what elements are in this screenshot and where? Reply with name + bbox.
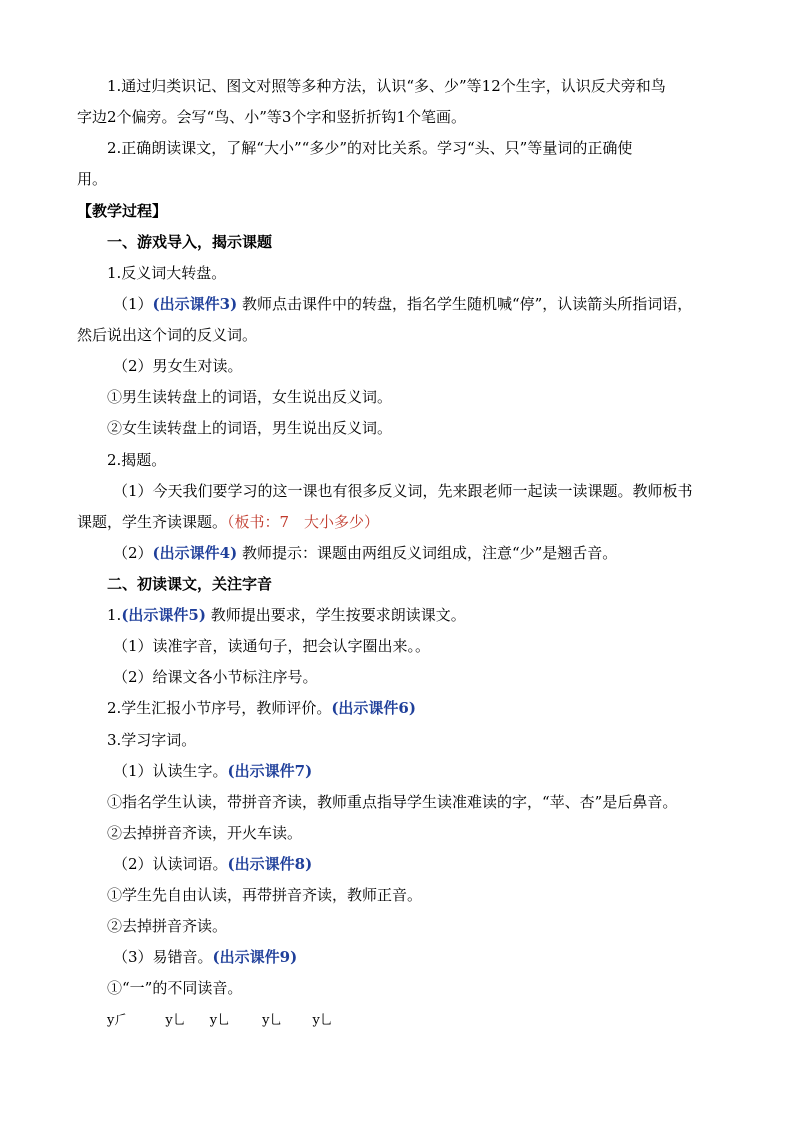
process-heading: 【教学过程】 bbox=[77, 202, 168, 220]
s2-step-3b-text: （2）认读词语。 bbox=[113, 855, 228, 873]
s2-step-3b bbox=[113, 854, 312, 874]
s2-step-1-num: 1. bbox=[107, 606, 122, 624]
courseware-tag: (出示课件4) bbox=[152, 544, 238, 562]
s2-step-1b: （2）给课文各小节标注序号。 bbox=[113, 668, 318, 686]
s1-step-2b-num: （2） bbox=[113, 544, 153, 562]
s1-step-1b-2: ②女生读转盘上的词语，男生说出反义词。 bbox=[107, 419, 393, 437]
courseware-tag: (出示课件7) bbox=[227, 762, 313, 780]
objective-2-line-1: 2.正确朗读课文，了解“大小”“多少”的对比关系。学习“头、只”等量词的正确使 bbox=[107, 139, 633, 157]
objective-2-line-2: 用。 bbox=[77, 170, 108, 188]
section-2-title: 二、初读课文，关注字音 bbox=[107, 575, 273, 593]
s2-step-3c bbox=[113, 947, 297, 967]
pinyin-item: y⺁ bbox=[107, 1013, 128, 1028]
s2-step-2 bbox=[107, 698, 416, 718]
s2-step-1a: （1）读准字音，读通句子，把会认字圈出来。。 bbox=[113, 637, 431, 655]
s1-step-2b bbox=[113, 543, 617, 563]
pinyin-item: y⺃ bbox=[209, 1013, 231, 1028]
s2-step-3c-text: （3）易错音。 bbox=[113, 948, 213, 966]
section-1-title: 一、游戏导入，揭示课题 bbox=[107, 233, 273, 251]
s1-step-2a-line-2 bbox=[77, 512, 379, 532]
s1-step-1b: （2）男女生对读。 bbox=[113, 357, 243, 375]
s2-step-3a-2: ②去掉拼音齐读，开火车读。 bbox=[107, 824, 303, 842]
pinyin-item: y⺃ bbox=[312, 1013, 333, 1028]
s1-step-1a-num: （1） bbox=[113, 295, 153, 313]
s2-step-3a-text: （1）认读生字。 bbox=[113, 762, 228, 780]
pinyin-item: y⺃ bbox=[262, 1013, 283, 1028]
courseware-tag: (出示课件5) bbox=[121, 606, 206, 624]
courseware-tag: (出示课件9) bbox=[212, 948, 298, 966]
s1-step-1: 1.反义词大转盘。 bbox=[107, 264, 227, 282]
pinyin-item: y⺃ bbox=[165, 1013, 186, 1028]
courseware-tag: (出示课件3) bbox=[152, 295, 238, 313]
s1-step-2a-line-1: （1）今天我们要学习的这一课也有很多反义词，先来跟老师一起读一读课题。教师板书 bbox=[113, 482, 693, 500]
s1-step-2a-text: 课题，学生齐读课题。 bbox=[77, 513, 228, 531]
courseware-tag: (出示课件8) bbox=[227, 855, 313, 873]
s1-step-1a-text: 教师点击课件中的转盘，指名学生随机喊“停”，认读箭头所指词语， bbox=[237, 295, 693, 313]
courseware-tag: (出示课件6) bbox=[331, 699, 416, 717]
pinyin-row bbox=[107, 1011, 333, 1031]
s1-step-1b-1: ①男生读转盘上的词语，女生说出反义词。 bbox=[107, 388, 393, 406]
objective-1-line-2: 字边2个偏旁。会写“鸟、小”等3个字和竖折折钩1个笔画。 bbox=[77, 108, 466, 126]
s1-step-1a bbox=[113, 294, 692, 314]
s2-step-3b-2: ②去掉拼音齐读。 bbox=[107, 917, 228, 935]
s2-step-3a-1: ①指名学生认读，带拼音齐读，教师重点指导学生读准难读的字，“苹、杏”是后鼻音。 bbox=[107, 793, 678, 811]
s2-step-3b-1: ①学生先自由认读，再带拼音齐读，教师正音。 bbox=[107, 886, 423, 904]
s2-step-3a bbox=[113, 761, 312, 781]
s2-step-1-text: 教师提出要求，学生按要求朗读课文。 bbox=[205, 606, 466, 624]
objective-1-line-1: 1.通过归类识记、图文对照等多种方法，认识“多、少”等12个生字，认识反犬旁和鸟 bbox=[107, 77, 666, 95]
s1-step-2b-text: 教师提示：课题由两组反义词组成，注意“少”是翘舌音。 bbox=[237, 544, 618, 562]
s1-step-1a-cont: 然后说出这个词的反义词。 bbox=[77, 326, 258, 344]
s2-step-1 bbox=[107, 605, 466, 625]
board-note: （板书：7 大小多少） bbox=[227, 513, 380, 531]
s1-step-2: 2.揭题。 bbox=[107, 451, 167, 469]
s2-step-3: 3.学习字词。 bbox=[107, 731, 197, 749]
s2-step-2-text: 2.学生汇报小节序号，教师评价。 bbox=[107, 699, 332, 717]
s2-step-3c-1: ①“一”的不同读音。 bbox=[107, 979, 243, 997]
